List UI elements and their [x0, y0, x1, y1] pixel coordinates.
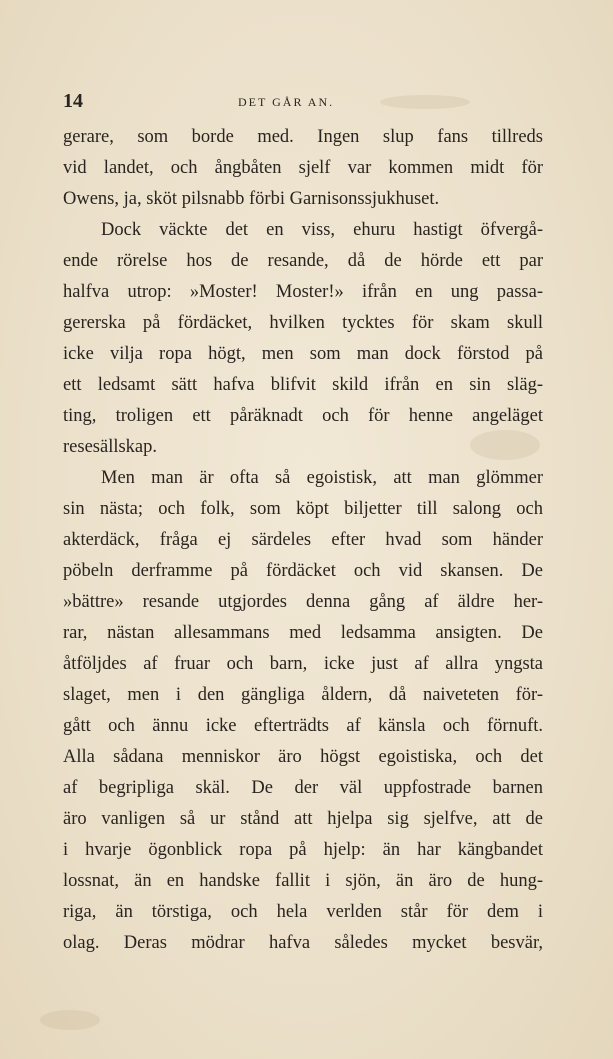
- text-line: i hvarje ögonblick ropa på hjelp: än har kängbandet: [63, 840, 543, 860]
- text-line: ende rörelse hos de resande, då de hörde ett par: [63, 251, 543, 271]
- text-line: vid landet, och ångbåten sjelf var kommen midt för: [63, 158, 543, 178]
- text-line: akterdäck, fråga ej särdeles efter hvad som händer: [63, 530, 543, 550]
- body-text: [63, 122, 543, 959]
- text-line: Alla sådana menniskor äro högst egoistiska, och det: [63, 747, 543, 767]
- text-line: pöbeln derframme på fördäcket och vid skansen. De: [63, 561, 543, 581]
- text-line: halfva utrop: »Moster! Moster!» ifrån en ung passa-: [63, 282, 543, 302]
- text-line: rar, nästan allesammans med ledsamma ansigten. De: [63, 623, 543, 643]
- text-line: icke vilja ropa högt, men som man dock förstod på: [63, 344, 543, 364]
- text-line: gererska på fördäcket, hvilken tycktes för skam skull: [63, 313, 543, 333]
- page-header: [63, 90, 543, 114]
- text-line: ett ledsamt sätt hafva blifvit skild ifrån en sin släg-: [63, 375, 543, 395]
- text-line: lossnat, än en handske fallit i sjön, än äro de hung-: [63, 871, 543, 891]
- paper-stain: [40, 1010, 100, 1030]
- text-line: af begripliga skäl. De der väl uppfostrade barnen: [63, 778, 543, 798]
- text-line: ting, troligen ett påräknadt och för henne angeläget: [63, 406, 543, 426]
- text-line: sin nästa; och folk, som köpt biljetter till salong och: [63, 499, 543, 519]
- text-line: åtföljdes af fruar och barn, icke just af allra yngsta: [63, 654, 543, 674]
- text-line: olag. Deras mödrar hafva således mycket besvär,: [63, 933, 543, 953]
- text-line: gått och ännu icke efterträdts af känsla och förnuft.: [63, 716, 543, 736]
- text-line: riga, än törstiga, och hela verlden står för dem i: [63, 902, 543, 922]
- text-line: Owens, ja, sköt pilsnabb förbi Garnisonssjukhuset.: [63, 189, 440, 209]
- text-line: »bättre» resande utgjordes denna gång af äldre her-: [63, 592, 543, 612]
- text-line: resesällskap.: [63, 437, 158, 457]
- text-line: äro vanligen så ur stånd att hjelpa sig sjelfve, att de: [63, 809, 543, 829]
- page-number: 14: [63, 90, 83, 112]
- text-line: gerare, som borde med. Ingen slup fans tillreds: [63, 127, 543, 147]
- text-line: Dock väckte det en viss, ehuru hastigt öfvergå-: [101, 220, 543, 240]
- text-line: Men man är ofta så egoistisk, att man glömmer: [101, 468, 543, 488]
- running-head: DET GÅR AN.: [238, 95, 335, 109]
- text-line: slaget, men i den gängliga åldern, då naiveteten för-: [63, 685, 543, 705]
